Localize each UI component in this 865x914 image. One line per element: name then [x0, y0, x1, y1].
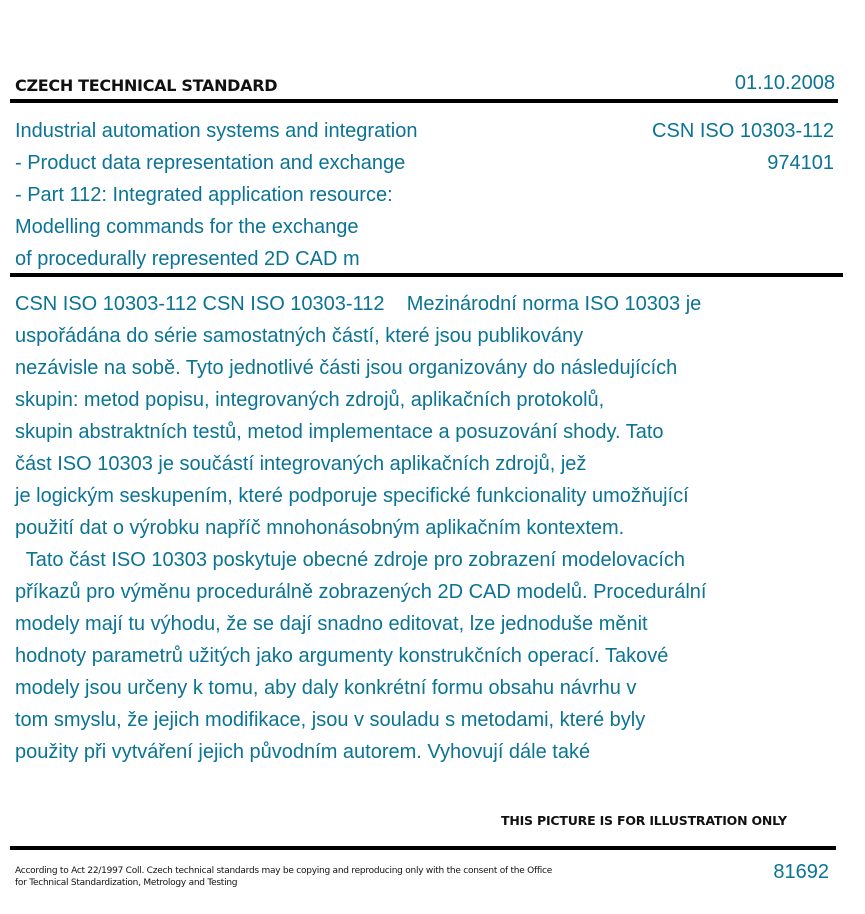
legal-notice — [15, 865, 615, 889]
footer-rule — [10, 846, 836, 850]
standard-identifiers — [652, 115, 834, 179]
title-line: Modelling commands for the exchange — [15, 216, 359, 238]
body-line: použity při vytváření jejich původním autorem. Vyhovují dále také — [15, 741, 591, 763]
illustration-disclaimer: THIS PICTURE IS FOR ILLUSTRATION ONLY — [501, 813, 787, 828]
body-line: skupin abstraktních testů, metod implementace a posuzování shody. Tato — [15, 421, 664, 443]
standard-title — [15, 115, 575, 275]
body-line: Tato část ISO 10303 poskytuje obecné zdroje pro zobrazení modelovacích — [15, 549, 686, 571]
catalog-number: 974101 — [767, 152, 834, 174]
body-line: skupin: metod popisu, integrovaných zdrojů, aplikačních protokolů, — [15, 389, 605, 411]
body-line: nezávisle na sobě. Tyto jednotlivé části jsou organizovány do následujících — [15, 357, 678, 379]
body-line: je logickým seskupením, které podporuje specifické funkcionality umožňující — [15, 485, 689, 507]
title-line: Industrial automation systems and integration — [15, 120, 418, 142]
abstract-text — [15, 288, 835, 768]
legal-line: According to Act 22/1997 Coll. Czech technical standards may be copying and reproducing only with the consent of the Office — [15, 866, 553, 876]
body-line: příkazů pro výměnu procedurálně zobrazených 2D CAD modelů. Procedurální — [15, 581, 707, 603]
body-line: modely jsou určeny k tomu, aby daly konkrétní formu obsahu návrhu v — [15, 677, 637, 699]
standard-heading: CZECH TECHNICAL STANDARD — [15, 76, 278, 95]
publication-date: 01.10.2008 — [734, 72, 835, 94]
page-number: 81692 — [773, 861, 829, 883]
title-line: of procedurally represented 2D CAD m — [15, 248, 360, 270]
body-line: CSN ISO 10303-112 CSN ISO 10303-112 Mezinárodní norma ISO 10303 je — [15, 293, 702, 315]
title-rule — [10, 273, 843, 277]
body-line: tom smyslu, že jejich modifikace, jsou v souladu s metodami, které byly — [15, 709, 646, 731]
body-line: část ISO 10303 je součástí integrovaných aplikačních zdrojů, jež — [15, 453, 587, 475]
title-line: - Part 112: Integrated application resource: — [15, 184, 393, 206]
legal-line: for Technical Standardization, Metrology and Testing — [15, 878, 238, 888]
standard-code: CSN ISO 10303-112 — [652, 120, 834, 142]
body-line: modely mají tu výhodu, že se dají snadno editovat, lze jednoduše měnit — [15, 613, 648, 635]
body-line: uspořádána do série samostatných částí, které jsou publikovány — [15, 325, 584, 347]
title-line: - Product data representation and exchange — [15, 152, 406, 174]
body-line: použití dat o výrobku napříč mnohonásobným aplikačním kontextem. — [15, 517, 625, 539]
body-line: hodnoty parametrů užitých jako argumenty konstrukčních operací. Takové — [15, 645, 669, 667]
top-rule — [10, 99, 838, 103]
